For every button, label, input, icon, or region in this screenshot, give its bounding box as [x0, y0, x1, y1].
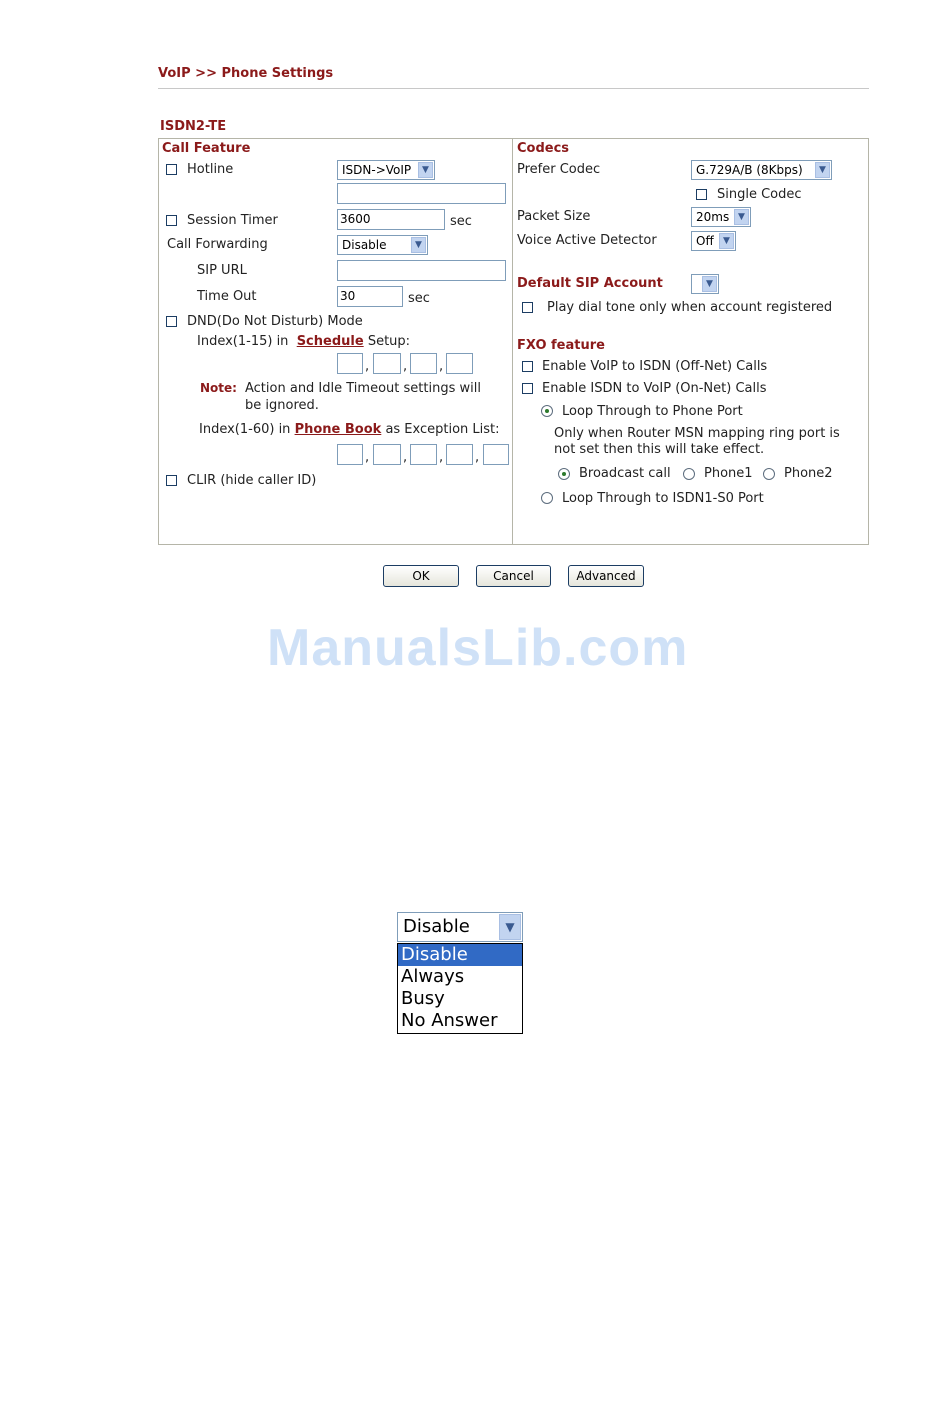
chevron-down-icon: ▼: [411, 237, 426, 253]
cancel-button[interactable]: Cancel: [476, 565, 551, 587]
dropdown-option[interactable]: Always: [401, 966, 465, 987]
default-sip-select[interactable]: [691, 274, 719, 294]
session-timer-unit: sec: [450, 214, 472, 229]
voip-to-isdn-checkbox[interactable]: [522, 361, 533, 372]
clir-label: CLIR (hide caller ID): [187, 473, 317, 488]
prefer-codec-value: G.729A/B (8Kbps): [696, 163, 803, 177]
isdn-to-voip-label: Enable ISDN to VoIP (On-Net) Calls: [542, 381, 767, 396]
schedule-index-input-4[interactable]: [446, 353, 473, 374]
phonebook-index-text: [199, 422, 500, 437]
only-when-line-2: not set then this will take effect.: [554, 442, 765, 457]
note-line-1: Action and Idle Timeout settings will: [245, 381, 481, 396]
advanced-button[interactable]: Advanced: [568, 565, 644, 587]
section-title: ISDN2-TE: [160, 119, 227, 134]
session-timer-label: Session Timer: [187, 213, 278, 228]
exception-index-input-4[interactable]: [446, 444, 473, 465]
dropdown-option[interactable]: Disable: [398, 944, 522, 966]
chevron-down-icon: ▼: [702, 276, 717, 292]
single-codec-checkbox[interactable]: [696, 189, 707, 200]
schedule-index-prefix: Index(1-15) in: [197, 334, 289, 349]
call-forwarding-dropdown-value: Disable: [403, 916, 470, 937]
time-out-label: Time Out: [197, 289, 257, 304]
dropdown-option[interactable]: No Answer: [401, 1010, 498, 1031]
single-codec-label: Single Codec: [717, 187, 802, 202]
phone2-radio[interactable]: [763, 468, 775, 480]
dropdown-option[interactable]: Busy: [401, 988, 445, 1009]
vad-value: Off: [696, 234, 714, 248]
hotline-checkbox[interactable]: [166, 164, 177, 175]
comma-separator: ,: [403, 450, 408, 465]
play-dial-tone-checkbox[interactable]: [522, 302, 533, 313]
schedule-index-suffix: Setup:: [367, 334, 411, 349]
header-divider: [158, 88, 869, 89]
chevron-down-icon: ▼: [719, 233, 734, 249]
dnd-checkbox[interactable]: [166, 316, 177, 327]
session-timer-checkbox[interactable]: [166, 215, 177, 226]
call-feature-heading: Call Feature: [162, 141, 251, 156]
packet-size-label: Packet Size: [517, 209, 591, 224]
schedule-index-input-3[interactable]: [410, 353, 437, 374]
comma-separator: ,: [403, 359, 408, 374]
note-label: Note:: [200, 381, 237, 395]
chevron-down-icon: ▼: [734, 209, 749, 225]
chevron-down-icon: ▼: [815, 162, 830, 178]
call-forwarding-label: Call Forwarding: [167, 237, 268, 252]
call-forwarding-value: Disable: [342, 238, 387, 252]
exception-index-input-1[interactable]: [337, 444, 363, 465]
comma-separator: ,: [475, 450, 480, 465]
phone-book-link[interactable]: Phone Book: [294, 422, 382, 437]
isdn-to-voip-checkbox[interactable]: [522, 383, 533, 394]
comma-separator: ,: [365, 450, 370, 465]
dnd-label: DND(Do Not Disturb) Mode: [187, 314, 363, 329]
time-out-unit: sec: [408, 291, 430, 306]
exception-index-input-5[interactable]: [483, 444, 509, 465]
loop-phone-port-label: Loop Through to Phone Port: [562, 404, 743, 419]
exception-index-input-3[interactable]: [410, 444, 437, 465]
vad-label: Voice Active Detector: [517, 233, 657, 248]
play-dial-tone-label: Play dial tone only when account registered: [547, 300, 833, 315]
voip-to-isdn-label: Enable VoIP to ISDN (Off-Net) Calls: [542, 359, 768, 374]
phonebook-index-suffix: as Exception List:: [385, 422, 500, 437]
hotline-label: Hotline: [187, 162, 234, 177]
chevron-down-icon: ▼: [499, 914, 521, 940]
packet-size-value: 20ms: [696, 210, 730, 224]
call-forwarding-dropdown[interactable]: [397, 912, 523, 942]
chevron-down-icon: ▼: [418, 162, 433, 178]
session-timer-input[interactable]: 3600: [337, 209, 445, 230]
codecs-heading: Codecs: [517, 141, 570, 156]
hotline-number-input[interactable]: [337, 183, 506, 204]
schedule-index-input-1[interactable]: [337, 353, 363, 374]
loop-isdn-port-label: Loop Through to ISDN1-S0 Port: [562, 491, 764, 506]
sip-url-input[interactable]: [337, 260, 506, 281]
comma-separator: ,: [365, 359, 370, 374]
hotline-select[interactable]: [337, 160, 435, 180]
schedule-link[interactable]: Schedule: [296, 334, 364, 349]
panel-divider: [512, 138, 513, 544]
clir-checkbox[interactable]: [166, 475, 177, 486]
call-forwarding-select[interactable]: [337, 235, 428, 255]
broadcast-call-label: Broadcast call: [579, 466, 671, 481]
time-out-input[interactable]: 30: [337, 286, 403, 307]
default-sip-heading: Default SIP Account: [517, 276, 663, 291]
broadcast-call-radio[interactable]: [558, 468, 570, 480]
phone2-label: Phone2: [784, 466, 833, 481]
breadcrumb: VoIP >> Phone Settings: [158, 66, 334, 81]
phone1-label: Phone1: [704, 466, 753, 481]
watermark: ManualsLib.com: [267, 619, 689, 677]
hotline-select-value: ISDN->VoIP: [342, 163, 412, 177]
phone1-radio[interactable]: [683, 468, 695, 480]
prefer-codec-label: Prefer Codec: [517, 162, 601, 177]
ok-button[interactable]: OK: [383, 565, 459, 587]
sip-url-label: SIP URL: [197, 263, 247, 278]
exception-index-input-2[interactable]: [373, 444, 401, 465]
schedule-index-text: [197, 334, 410, 349]
prefer-codec-select[interactable]: [691, 160, 832, 180]
only-when-line-1: Only when Router MSN mapping ring port is: [554, 426, 840, 441]
comma-separator: ,: [439, 450, 444, 465]
fxo-heading: FXO feature: [517, 338, 605, 353]
comma-separator: ,: [439, 359, 444, 374]
call-forwarding-options: [397, 943, 523, 1034]
phonebook-index-prefix: Index(1-60) in: [199, 422, 291, 437]
schedule-index-input-2[interactable]: [373, 353, 401, 374]
packet-size-select[interactable]: [691, 207, 751, 227]
loop-phone-port-radio[interactable]: [541, 405, 553, 417]
vad-select[interactable]: [691, 231, 736, 251]
loop-isdn-port-radio[interactable]: [541, 492, 553, 504]
note-line-2: be ignored.: [245, 398, 319, 413]
